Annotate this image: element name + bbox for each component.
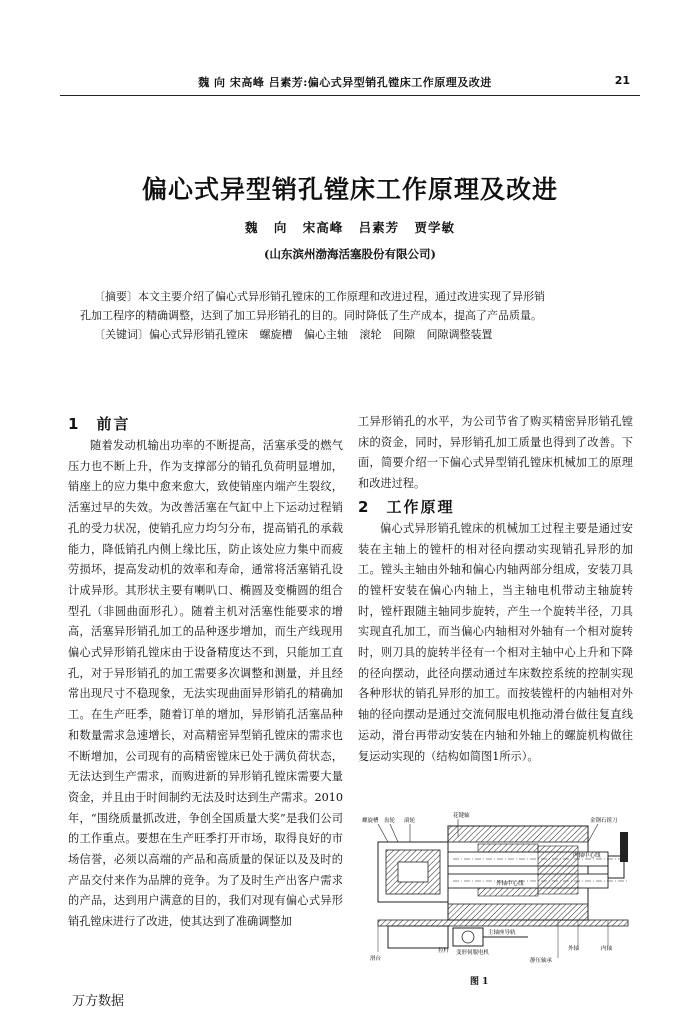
header-rule [60,95,640,96]
label-pull-rod: 拉杆 [438,948,450,954]
left-column [68,412,343,933]
label-helical-groove: 螺旋槽 [362,818,379,824]
section-1-continued: 工异形销孔的水平，为公司节省了购买精密异形销孔镗床的资金，同时，异形销孔加工质量也得到了改善。下面，简要介绍一下偏心式异型销孔镗床机械加工的原理和改进过程。 [358,415,633,491]
label-spline-shaft: 花键轴 [453,813,470,819]
section-1-body: 随着发动机输出功率的不断提高，活塞承受的燃气压力也不断上升，作为支撑部分的销孔负荷明显增加，销座上的应力集中愈来愈大，致使销座内端产生裂纹，活塞过早的失效。为改善活塞在气缸中上下运动过程销孔的受力状况，使销孔应力均匀分布，提高销孔的承载能力，降低销孔内侧上缘比压，防止该处应力集中而疲劳损坏，提高发动机的效率和寿命，通常将活塞销孔设计成异形。其形状主要有喇叭口、椭圆及变椭圆的组合型孔（非圆曲面形孔）。随着主机对活塞性能要求的增高，活塞异形销孔加工的品种逐步增加，而生产线现用偏心式异形销孔镗床由于设备精度达不到，只能加工直孔，对于异形销孔的加工需要多次调整和测量，并且经常出现尺寸不稳现象，无法实现曲面异形销孔的精确加工。在生产旺季，随着订单的增加，异形销孔活塞品种和数量需求急速增长，对高精密异型销孔镗床的需求也不断增加，公司现有的高精密镗床已处于满负荷状态，无法达到生产需求，而购进新的异形销孔镗床需要大量资金，并且由于时间制约无法及时达到生产需求。2010年，“围绕质量抓改进，争创全国质量大奖”是我们公司的工作重点。要想在生产旺季打开市场，取得良好的市场信誉，必须以高端的产品和高质量的保证以及及时的产品交付来作为品牌的竞争。为了及时生产出客户需求的产品，达到用户满意的目的，我们对现有偏心式异形销孔镗床进行了改进，使其达到了准确调整加 [68,439,343,929]
section-1-heading [68,412,343,436]
label-tool: 金钢石镗刀 [590,818,618,824]
watermark-footer: 万方数据 [72,994,125,1009]
label-inner-center: 内轴中心线 [573,853,601,859]
section-2-number: 2 [358,497,371,516]
label-spindle-bearing: 主轴座导轨 [488,930,516,936]
authors: 魏 向 宋高峰 吕素芳 贾学敏 [245,220,455,235]
section-1-title: 前言 [96,415,131,433]
section-2-body: 偏心式异形销孔镗床的机械加工过程主要是通过安装在主轴上的镗杆的相对径向摆动实现销孔异形的加工。镗头主轴由外轴和偏心内轴两部分组成，安装刀具的镗杆安装在偏心内轴上，当主轴电机带动主轴旋转时，镗杆跟随主轴同步旋转，产生一个旋转半径，刀具实现直孔加工，而当偏心内轴相对外轴有一个相对旋转时，则刀具的旋转半径有一个相对主轴中心上升和下降的径向摆动，此径向摆动通过车床数控系统的控制实现各种形状的销孔异形的加工。而按装镗杆的内轴相对外轴的径向摆动是通过交流伺服电机拖动滑台做往复直线运动，滑台再带动安装在内轴和外轴上的螺旋机构做往复运动实现的（结构如简图1所示）。 [358,521,633,763]
page-number: 21 [614,74,630,87]
boring-machine-diagram [358,812,633,972]
running-title: 魏 向 宋高峰 吕素芳:偏心式异型销孔镗床工作原理及改进 [198,76,492,89]
section-2-heading [358,495,633,519]
label-static-bearing: 静压轴承 [530,958,553,964]
abstract-line-2: 孔加工程序的精确调整，达到了加工异形销孔的目的。同时降低了生产成本，提高了产品质量。 [80,309,542,322]
figure-caption: 图 1 [470,977,489,987]
section-2-title: 工作原理 [386,497,455,516]
label-gear: 齿轮 [384,818,396,824]
abstract-line-1: 〔摘要〕本文主要介绍了偏心式异形销孔镗床的工作原理和改进过程，通过改进实现了异形销 [94,290,545,303]
label-servo-motor: 变形伺服电机 [456,950,490,956]
right-column [358,412,633,767]
paper-title: 偏心式异型销孔镗床工作原理及改进 [141,175,558,204]
affiliation: (山东滨州渤海活塞股份有限公司) [264,247,436,261]
label-outer-center: 外轴中心线 [496,881,524,887]
label-inner-shaft: 内轴 [601,946,613,952]
running-header [60,74,630,92]
keywords: 〔关键词〕偏心式异形销孔镗床 螺旋槽 偏心主轴 滚轮 间隙 间隙调整装置 [94,328,493,341]
label-slide: 滑台 [370,956,382,962]
label-outer-shaft: 外轴 [568,946,580,952]
label-roller: 滚轮 [404,818,416,824]
abstract-block [80,287,630,344]
section-1-number: 1 [68,415,81,433]
